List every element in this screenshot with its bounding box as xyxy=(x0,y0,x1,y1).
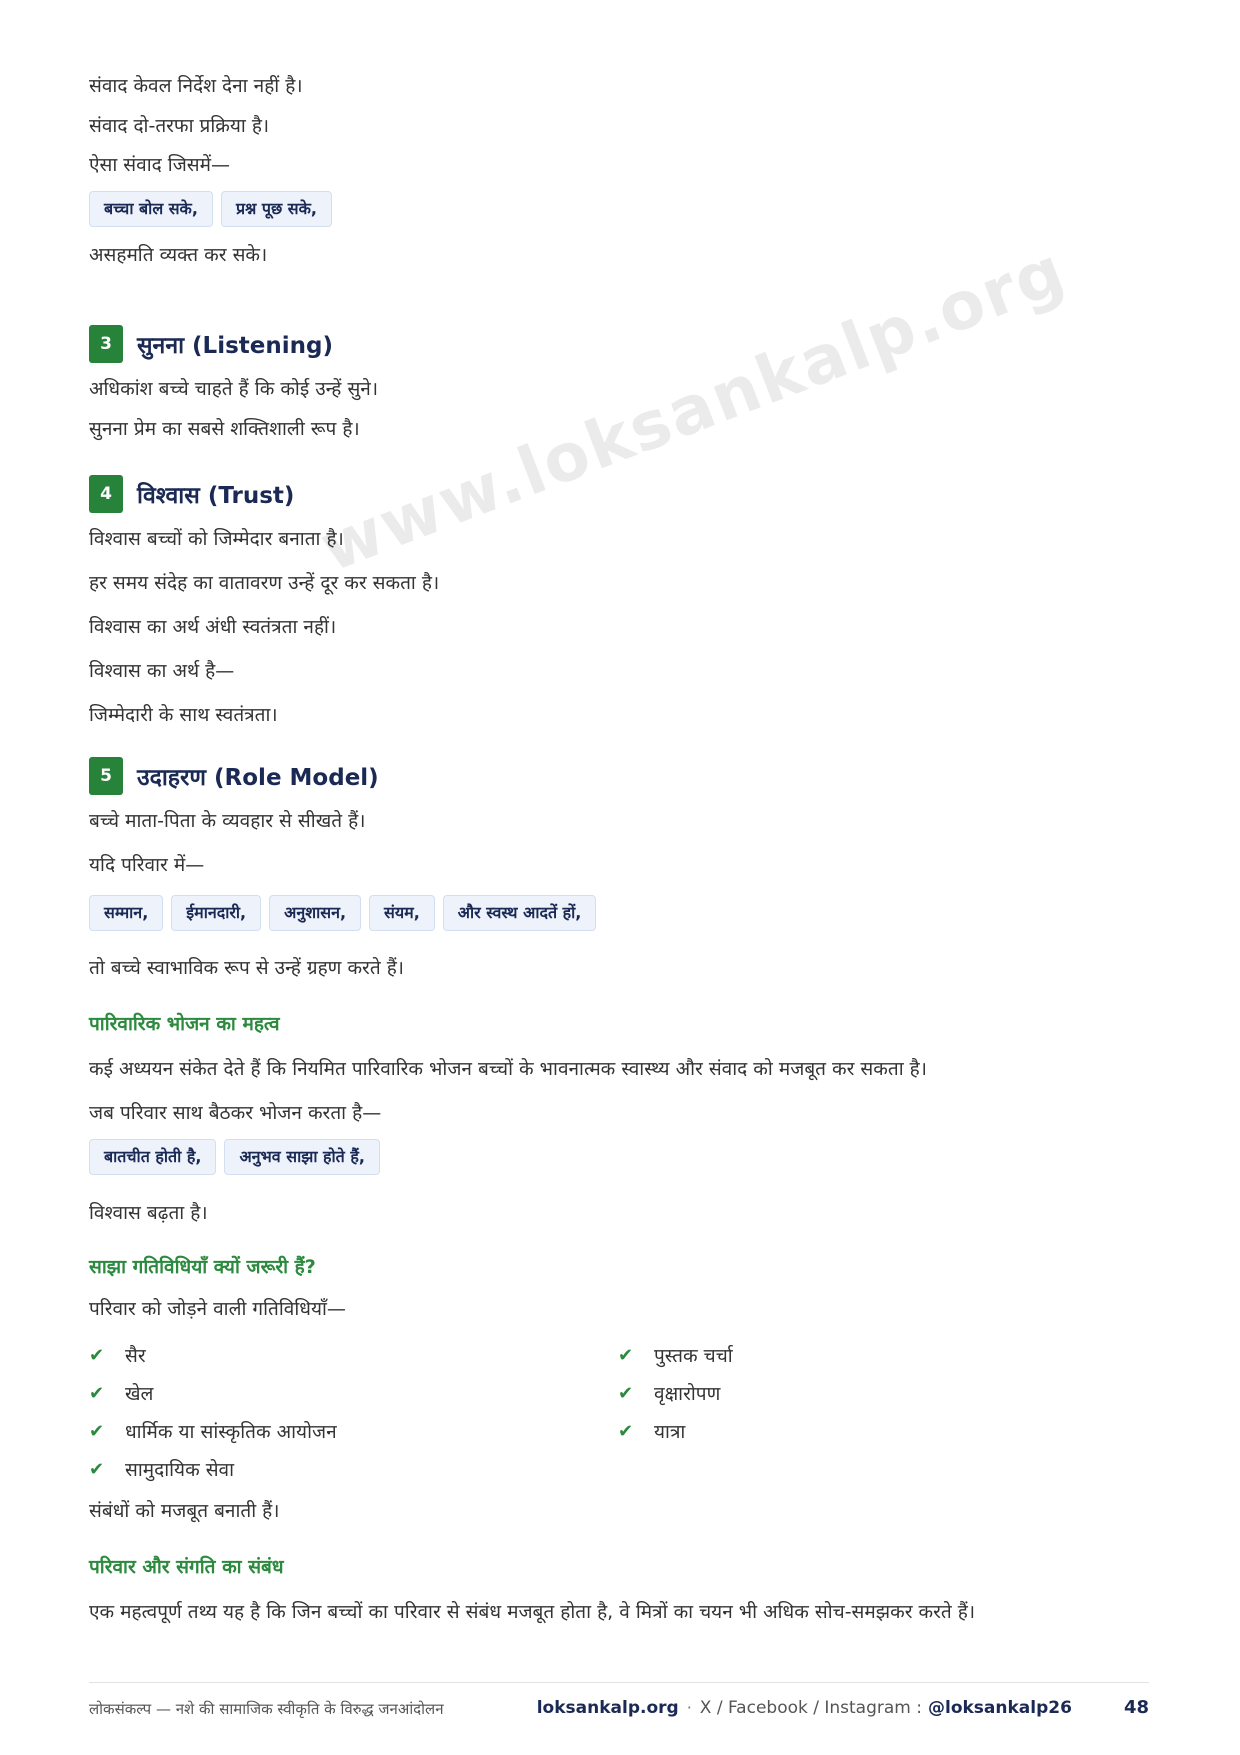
activity-item xyxy=(89,1418,337,1444)
section-number-badge: 4 xyxy=(89,475,123,513)
check-icon: ✔ xyxy=(618,1382,634,1404)
activities-heading: साझा गतिविधियाँ क्यों जरूरी हैं? xyxy=(89,1256,316,1278)
company-heading: परिवार और संगति का संबंध xyxy=(89,1556,284,1578)
footer-tagline: लोकसंकल्प — नशे की सामाजिक स्वीकृति के विरुद्ध जनआंदोलन xyxy=(89,1700,444,1718)
section-number-badge: 5 xyxy=(89,757,123,795)
section-title: सुनना (Listening) xyxy=(137,333,333,359)
activity-label: वृक्षारोपण xyxy=(654,1383,721,1405)
activity-label: सामुदायिक सेवा xyxy=(125,1459,235,1481)
intro-chip: बच्चा बोल सके, xyxy=(89,191,213,227)
activities-after: संबंधों को मजबूत बनाती हैं। xyxy=(89,1500,280,1522)
intro-line-2: संवाद दो-तरफा प्रक्रिया है। xyxy=(89,115,270,137)
company-text: एक महत्वपूर्ण तथ्य यह है कि जिन बच्चों का परिवार से संबंध मजबूत होता है, वे मित्रों का चयन भी अधिक सोच-समझकर करते हैं। xyxy=(89,1601,976,1623)
footer-divider xyxy=(89,1682,1149,1683)
check-icon: ✔ xyxy=(618,1344,634,1366)
section-heading-listening xyxy=(89,325,333,363)
activity-item xyxy=(618,1380,720,1406)
footer-links xyxy=(537,1697,1149,1718)
listening-line-2: सुनना प्रेम का सबसे शक्तिशाली रूप है। xyxy=(89,418,360,440)
page-number: 48 xyxy=(1123,1697,1149,1718)
role-model-chip: और स्वस्थ आदतें हों, xyxy=(443,895,597,931)
meal-chip: बातचीत होती है, xyxy=(89,1139,216,1175)
role-model-after: तो बच्चे स्वाभाविक रूप से उन्हें ग्रहण करते हैं। xyxy=(89,957,404,979)
meal-chip-group xyxy=(89,1139,380,1175)
footer-social-handle[interactable]: @loksankalp26 xyxy=(928,1698,1072,1718)
activity-label: पुस्तक चर्चा xyxy=(654,1345,733,1367)
meal-chip: अनुभव साझा होते हैं, xyxy=(224,1139,380,1175)
activity-label: खेल xyxy=(125,1383,154,1405)
activity-label: धार्मिक या सांस्कृतिक आयोजन xyxy=(125,1421,337,1443)
check-icon: ✔ xyxy=(618,1420,634,1442)
role-model-line-1: बच्चे माता-पिता के व्यवहार से सीखते हैं। xyxy=(89,810,366,832)
role-model-line-2: यदि परिवार में— xyxy=(89,854,205,876)
footer-social-label: X / Facebook / Instagram : xyxy=(699,1698,922,1718)
role-model-chip: सम्मान, xyxy=(89,895,163,931)
check-icon: ✔ xyxy=(89,1458,105,1480)
section-heading-trust xyxy=(89,475,294,513)
role-model-chip: संयम, xyxy=(369,895,435,931)
intro-after: असहमति व्यक्त कर सके। xyxy=(89,244,268,266)
footer-separator: · xyxy=(686,1698,692,1717)
activity-label: सैर xyxy=(125,1345,146,1367)
check-icon: ✔ xyxy=(89,1382,105,1404)
activity-item xyxy=(89,1456,234,1482)
intro-line-1: संवाद केवल निर्देश देना नहीं है। xyxy=(89,75,303,97)
meal-heading: पारिवारिक भोजन का महत्व xyxy=(89,1013,280,1035)
section-heading-role-model xyxy=(89,757,379,795)
activity-item xyxy=(618,1342,733,1368)
check-icon: ✔ xyxy=(89,1344,105,1366)
section-number-badge: 3 xyxy=(89,325,123,363)
activity-label: यात्रा xyxy=(654,1421,686,1443)
role-model-chip: अनुशासन, xyxy=(269,895,361,931)
footer-site-link[interactable]: loksankalp.org xyxy=(536,1698,679,1718)
section-title: विश्वास (Trust) xyxy=(137,483,295,509)
trust-line-5: जिम्मेदारी के साथ स्वतंत्रता। xyxy=(89,704,278,726)
activities-intro: परिवार को जोड़ने वाली गतिविधियाँ— xyxy=(89,1298,346,1320)
trust-line-1: विश्वास बच्चों को जिम्मेदार बनाता है। xyxy=(89,528,344,550)
activity-item xyxy=(618,1418,685,1444)
watermark: www.loksankalp.org xyxy=(310,231,1077,587)
trust-line-2: हर समय संदेह का वातावरण उन्हें दूर कर सकता है। xyxy=(89,572,440,594)
trust-line-3: विश्वास का अर्थ अंधी स्वतंत्रता नहीं। xyxy=(89,616,337,638)
meal-line-2: जब परिवार साथ बैठकर भोजन करता है— xyxy=(89,1102,382,1124)
intro-chip-group xyxy=(89,191,332,227)
listening-line-1: अधिकांश बच्चे चाहते हैं कि कोई उन्हें सुने। xyxy=(89,378,379,400)
trust-line-4: विश्वास का अर्थ है— xyxy=(89,660,235,682)
section-title: उदाहरण (Role Model) xyxy=(137,765,379,791)
role-model-chip-group xyxy=(89,895,596,931)
meal-after: विश्वास बढ़ता है। xyxy=(89,1202,208,1224)
activity-item xyxy=(89,1342,146,1368)
meal-line-1: कई अध्ययन संकेत देते हैं कि नियमित पारिवारिक भोजन बच्चों के भावनात्मक स्वास्थ्य और संवाद को मजबूत कर सकता है। xyxy=(89,1058,927,1080)
activity-item xyxy=(89,1380,153,1406)
role-model-chip: ईमानदारी, xyxy=(171,895,261,931)
intro-line-3: ऐसा संवाद जिसमें— xyxy=(89,154,230,176)
intro-chip: प्रश्न पूछ सके, xyxy=(221,191,332,227)
check-icon: ✔ xyxy=(89,1420,105,1442)
